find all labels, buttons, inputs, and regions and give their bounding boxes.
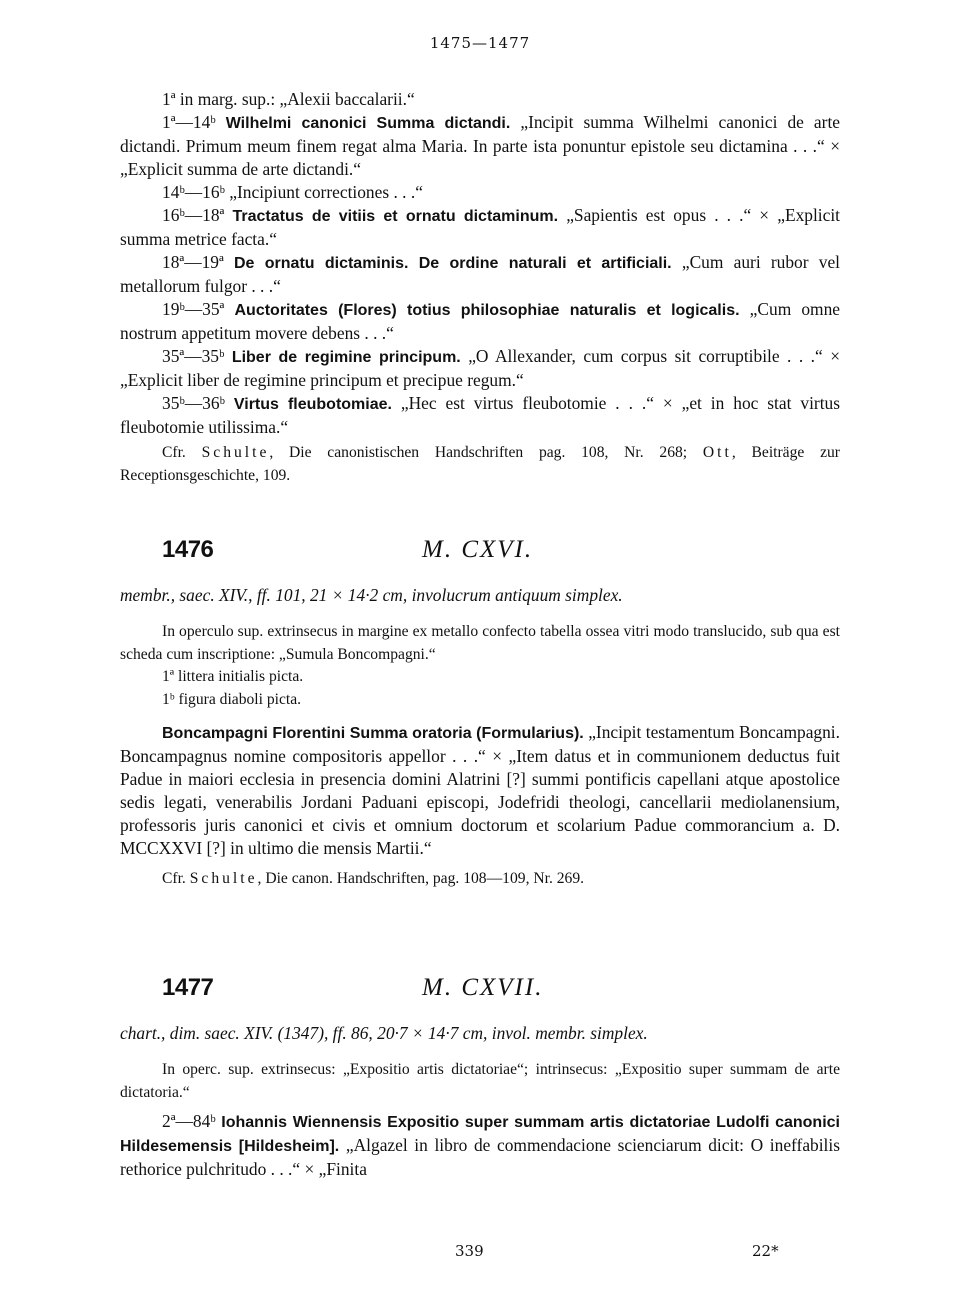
entry-1475-continued (120, 88, 840, 487)
margin-note: 1ª in marg. sup.: „Alexii baccalarii.“ (162, 89, 415, 109)
content-item: 19ᵇ—35ª Auctoritates (Flores) totius philosophiae naturalis et logicalis. „Cum omne nostrum appetitum movere debens . . .“ (120, 299, 841, 343)
item-title: Auctoritates (Flores) totius philosophiae naturalis et logicalis. (234, 302, 740, 319)
content-item: 14ᵇ—16ᵇ „Incipiunt correctiones . . .“ (162, 182, 423, 202)
decoration-note: 1ᵇ figura diaboli picta. (162, 690, 302, 708)
binding-note: In operc. sup. extrinsecus: „Expositio artis dictatoriae“; intrinsecus: „Expositio super summam de arte dictatoria.“ (120, 1061, 840, 1101)
physical-description: chart., dim. saec. XIV. (1347), ff. 86, 20·7 × 14·7 cm, invol. membr. simplex. (120, 1023, 648, 1043)
entry-number: 1476 (162, 536, 214, 563)
content-item: 1ª—14ᵇ Wilhelmi canonici Summa dictandi. „Incipit summa Wilhelmi canonici de arte dictandi. Primum meum finem regat alma Maria. In parte ista ponuntur epistole seu dictamina . . .“ × „Explicit summa de arte dictandi.“ (120, 112, 840, 179)
content-item: 2ª—84ᵇ Iohannis Wiennensis Expositio super summam artis dictatoriae Ludolfi canonici Hildesemensis [Hildesheim]. „Algazel in libro de commendacione scienciarum dicit: O ineffabilis rethorice pulchritudo . . .“ × „Finita (120, 1111, 840, 1179)
content-item: 35ª—35ᵇ Liber de regimine principum. „O Allexander, cum corpus sit corruptibile . . .“ × „Explicit liber de regimine principum et precipue regum.“ (120, 346, 841, 390)
entry-header (120, 976, 840, 1022)
entry-header (120, 538, 840, 584)
content-item: 18ª—19ª De ornatu dictaminis. De ordine naturali et artificiali. „Cum auri rubor vel metallorum fulgor . . .“ (120, 252, 841, 296)
signature-mark: 22* (752, 1242, 779, 1260)
bibliography-note: Cfr. Schulte, Die canonistischen Handschriften pag. 108, Nr. 268; Ott, Beiträge zur Receptionsgeschichte, 109. (120, 444, 840, 484)
item-title: Boncampagni Florentini Summa oratoria (Formularius). (162, 725, 584, 742)
binding-note: In operculo sup. extrinsecus in margine ex metallo confecto tabella ossea vitri modo translucido, sub qua est scheda cum inscriptione: „Sumula Boncompagni.“ (120, 623, 840, 663)
entry-number: 1477 (162, 974, 214, 1001)
shelfmark: M. CXVII. (422, 974, 544, 1001)
item-title: Tractatus de vitiis et ornatu dictaminum. (232, 208, 559, 225)
item-title: De ornatu dictaminis. De ordine naturali et artificiali. (234, 255, 672, 272)
entry-1476 (120, 538, 840, 891)
decoration-note: 1ª littera initialis picta. (162, 668, 304, 685)
page-number: 339 (455, 1242, 484, 1260)
item-title: Virtus fleubotomiae. (233, 396, 392, 413)
item-title: Wilhelmi canonici Summa dictandi. (225, 115, 511, 132)
entry-1477 (120, 976, 840, 1181)
bibliography-note: Cfr. Schulte, Die canon. Handschriften, pag. 108—109, Nr. 269. (162, 870, 585, 887)
shelfmark: M. CXVI. (422, 536, 534, 563)
item-title: Liber de regimine principum. (231, 349, 461, 366)
physical-description: membr., saec. XIV., ff. 101, 21 × 14·2 cm, involucrum antiquum simplex. (120, 585, 623, 605)
content-item: Boncampagni Florentini Summa oratoria (Formularius). „Incipit testamentum Boncampagni. Boncampagnus nomine compositoris appellor . . .“ × „Item datus et in communionem deductus fuit Padue in maiori ecclesia in presencia domini Alatrini [?] summi pontificis capellani atque apostolice sedis legati, venerabilis Jordani Paduani episcopi, Jodefridi theologi, cancellarii mediolanensium, professoris juris canonici et civis et omnium doctorum et scolarium Padue commorancium a. D. MCCXXVI [?] in ultimo die mensis Martii.“ (120, 722, 840, 858)
running-head: 1475—1477 (429, 34, 531, 52)
content-item: 16ᵇ—18ª Tractatus de vitiis et ornatu dictaminum. „Sapientis est opus . . .“ × „Explicit summa metrice facta.“ (120, 205, 841, 249)
content-item: 35ᵇ—36ᵇ Virtus fleubotomiae. „Hec est virtus fleubotomie . . .“ × „et in hoc stat virtus fleubotomie utilissima.“ (120, 393, 840, 437)
item-title: Iohannis Wiennensis Expositio super summam artis dictatoriae Ludolfi canonici Hildesemensis [Hildesheim]. (120, 1114, 840, 1155)
